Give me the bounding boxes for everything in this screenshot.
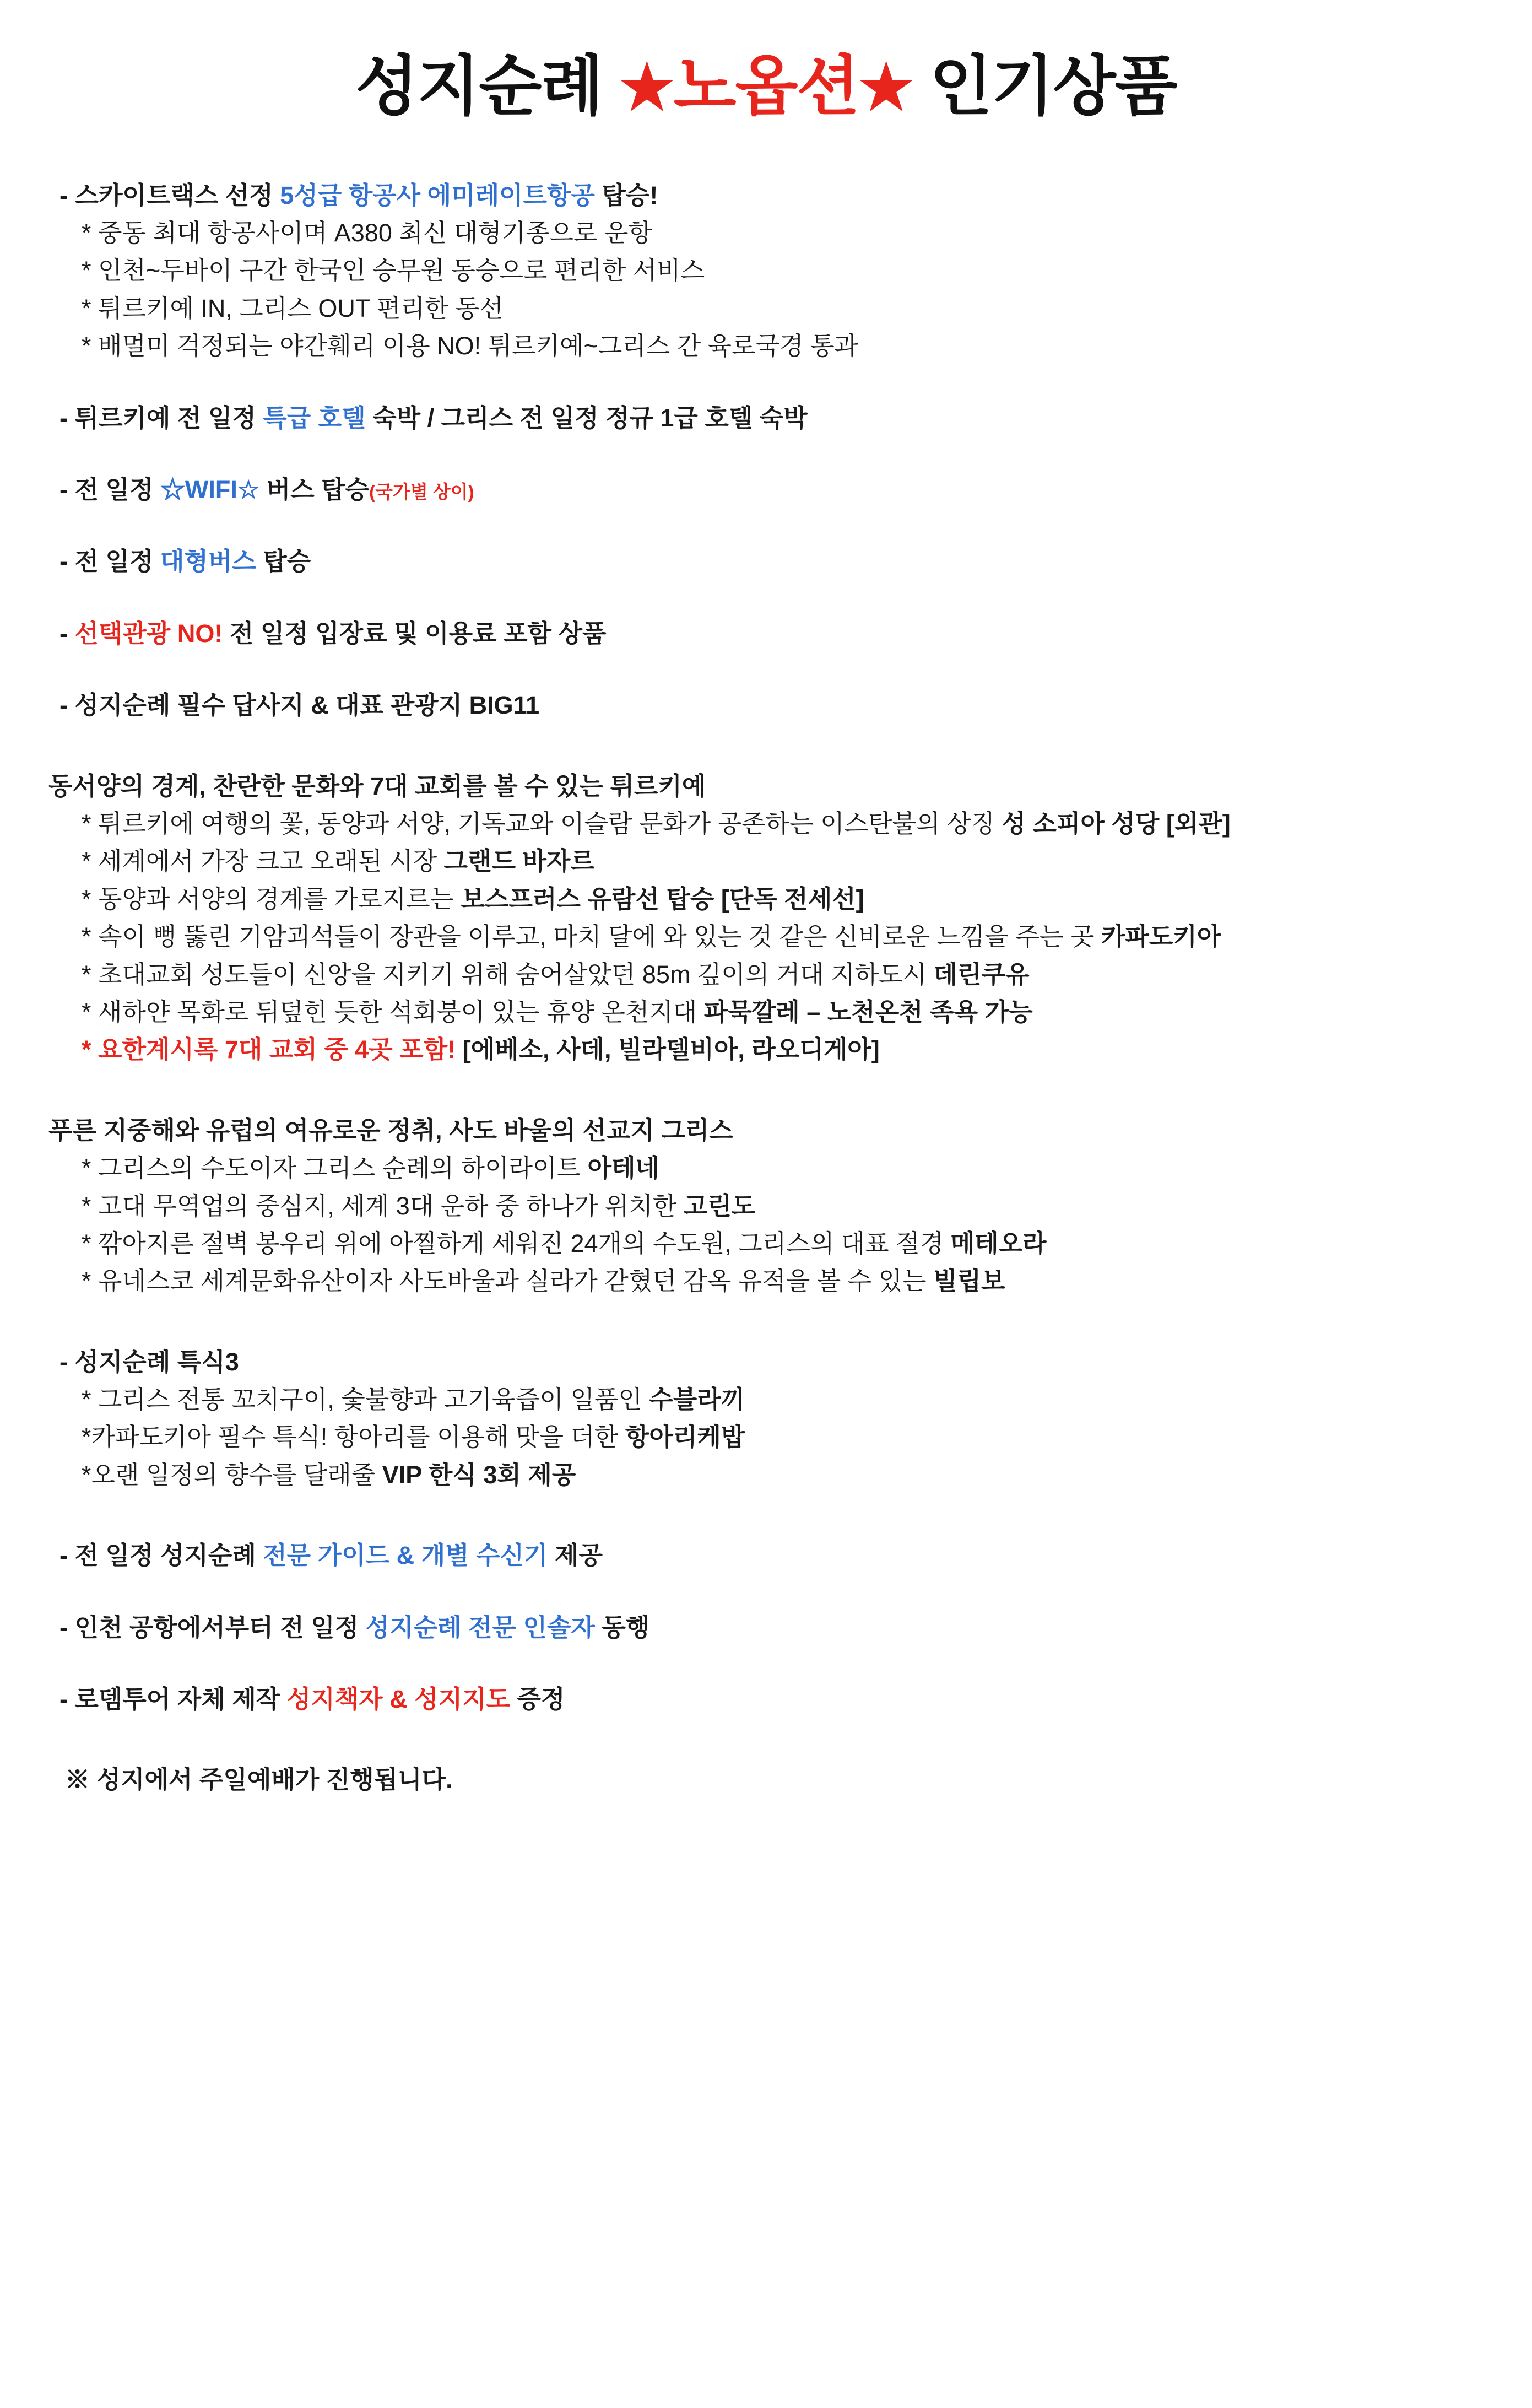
section-big11: - 성지순례 필수 답사지 & 대표 관광지 BIG11	[59, 691, 540, 720]
turkiye-item-3	[39, 881, 1493, 918]
food-item-2-text: *카파도키아 필수 특식! 항아리를 이용해 맛을 더한	[82, 1423, 625, 1451]
airline-item-4: * 배멀미 걱정되는 야간훼리 이용 NO! 튀르키예~그리스 간 육로국경 통과	[82, 332, 859, 360]
turkiye-item-1-bold: 성 소피아 성당 [외관]	[1002, 809, 1231, 838]
page-title	[39, 50, 1493, 125]
food-item-3-bold: VIP 한식 3회 제공	[382, 1460, 576, 1489]
turkiye-item-2-bold: 그랜드 바자르	[443, 847, 594, 876]
hotel-highlight: 특급 호텔	[263, 403, 366, 432]
book-prefix: - 로뎀투어 자체 제작	[59, 1685, 287, 1714]
turkiye-item-4-text: * 속이 뻥 뚫린 기암괴석들이 장관을 이루고, 마치 달에 와 있는 것 같은 신비로운 느낌을 주는 곳	[82, 922, 1101, 951]
food-item-2-bold: 항아리케밥	[625, 1423, 745, 1451]
turkiye-item-5-text: * 초대교회 성도들이 신앙을 지키기 위해 숨어살았던 85m 깊이의 거대 지하도시	[82, 960, 934, 989]
wifi-suffix: 버스 탑승	[259, 476, 370, 504]
greece-item-4	[39, 1262, 1493, 1300]
wifi-note: (국가별 상이)	[369, 482, 474, 503]
food-item-1-text: * 그리스 전통 꼬치구이, 숯불향과 고기육즙이 일품인	[82, 1385, 649, 1414]
food-item-3-text: *오랜 일정의 향수를 달래줄	[82, 1460, 382, 1489]
spacer	[39, 1718, 1493, 1761]
spacer	[39, 365, 1493, 399]
section-wifi	[39, 471, 1493, 509]
turkiye-item-1	[39, 805, 1493, 843]
greece-item-3-bold: 메테오라	[950, 1229, 1047, 1257]
airline-lead-highlight: 5성급 항공사 에미레이트항공	[280, 181, 595, 209]
spacer	[39, 509, 1493, 543]
turkiye-item-4-bold: 카파도키아	[1101, 922, 1221, 951]
food-item-2	[39, 1418, 1493, 1456]
greece-item-1-text: * 그리스의 수도이자 그리스 순례의 하이라이트	[82, 1154, 588, 1183]
book-suffix: 증정	[510, 1685, 565, 1714]
section-hotel	[39, 399, 1493, 437]
section-food	[39, 1343, 1493, 1494]
airline-lead	[39, 177, 1493, 214]
greece-item-4-bold: 빌립보	[933, 1267, 1005, 1295]
spacer	[39, 1300, 1493, 1343]
spacer	[39, 1646, 1493, 1681]
airline-lead-prefix: - 스카이트랙스 선정	[59, 181, 280, 209]
guide-prefix: - 전 일정 성지순례	[59, 1541, 263, 1570]
title-part-2: 인기상품	[912, 50, 1177, 123]
turkiye-item-5	[39, 956, 1493, 994]
greece-item-4-text: * 유네스코 세계문화유산이자 사도바울과 실라가 갇혔던 감옥 유적을 볼 수 있는	[82, 1267, 934, 1295]
turkiye-item-4	[39, 918, 1493, 955]
turkiye-heading: 동서양의 경계, 찬란한 문화와 7대 교회를 볼 수 있는 튀르키예	[48, 771, 706, 800]
section-airline	[39, 177, 1493, 365]
food-item-1-bold: 수블라끼	[649, 1385, 745, 1414]
turkiye-item-3-bold: 보스프러스 유람선 탑승 [단독 전세선]	[461, 884, 864, 913]
section-book	[39, 1681, 1493, 1718]
star-left-icon: ★	[619, 53, 674, 122]
hotel-prefix: - 튀르키예 전 일정	[59, 403, 263, 432]
greece-item-1-bold: 아테네	[587, 1154, 659, 1183]
greece-item-2-bold: 고린도	[683, 1191, 756, 1220]
turkiye-revelation-highlight: * 요한계시록 7대 교회 중 4곳 포함!	[82, 1035, 456, 1064]
spacer	[39, 1575, 1493, 1609]
section-guide	[39, 1537, 1493, 1574]
greece-heading: 푸른 지중해와 유럽의 여유로운 정취, 사도 바울의 선교지 그리스	[48, 1116, 733, 1144]
section-greece	[39, 1112, 1493, 1300]
turkiye-item-revelation	[39, 1031, 1493, 1068]
bus-highlight: 대형버스	[160, 547, 256, 576]
airline-item-1: * 중동 최대 항공사이며 A380 최신 대형기종으로 운항	[82, 219, 653, 247]
section-turkiye	[39, 768, 1493, 1069]
section-no-option	[39, 615, 1493, 652]
no-option-suffix: 전 일정 입장료 및 이용료 포함 상품	[223, 619, 607, 647]
turkiye-item-6-bold: 파묵깔레 – 노천온천 족욕 가능	[703, 997, 1033, 1026]
food-item-1	[39, 1381, 1493, 1418]
spacer	[39, 1494, 1493, 1537]
greece-item-2	[39, 1187, 1493, 1225]
bus-suffix: 탑승	[256, 547, 311, 576]
wifi-highlight: ☆WIFI☆	[160, 476, 260, 504]
title-highlight: 노옵션	[673, 50, 859, 123]
airline-lead-suffix: 탑승!	[594, 181, 658, 209]
book-highlight: 성지책자 & 성지지도	[286, 1685, 511, 1714]
escort-prefix: - 인천 공항에서부터 전 일정	[59, 1613, 366, 1642]
airline-item-2: * 인천~두바이 구간 한국인 승무원 동승으로 편리한 서비스	[82, 256, 705, 285]
turkiye-revelation-text: [에베소, 사데, 빌라델비아, 라오디게아]	[456, 1035, 880, 1064]
hotel-suffix: 숙박 / 그리스 전 일정 정규 1급 호텔 숙박	[365, 403, 808, 432]
no-option-highlight: 선택관광 NO!	[74, 619, 223, 647]
turkiye-item-6	[39, 994, 1493, 1031]
escort-highlight: 성지순례 전문 인솔자	[365, 1613, 595, 1642]
turkiye-item-2	[39, 843, 1493, 880]
no-option-prefix: -	[59, 619, 75, 647]
section-escort	[39, 1609, 1493, 1646]
food-item-3	[39, 1456, 1493, 1494]
turkiye-item-5-bold: 데린쿠유	[933, 960, 1030, 989]
turkiye-item-2-text: * 세계에서 가장 크고 오래된 시장	[82, 847, 444, 876]
greece-item-3-text: * 깎아지른 절벽 봉우리 위에 아찔하게 세워진 24개의 수도원, 그리스의 대표 절경	[82, 1229, 951, 1257]
spacer	[39, 652, 1493, 687]
turkiye-item-1-text: * 튀르키에 여행의 꽃, 동양과 서양, 기독교와 이슬람 문화가 공존하는 이스탄불의 상징	[82, 809, 1002, 838]
star-right-icon: ★	[858, 53, 913, 122]
spacer	[39, 725, 1493, 768]
greece-item-1	[39, 1149, 1493, 1187]
spacer	[39, 581, 1493, 615]
greece-item-2-text: * 고대 무역업의 중심지, 세계 3대 운하 중 하나가 위치한	[82, 1191, 684, 1220]
turkiye-item-6-text: * 새하얀 목화로 뒤덮힌 듯한 석회붕이 있는 휴양 온천지대	[82, 997, 704, 1026]
guide-suffix: 제공	[548, 1541, 603, 1570]
footnote: ※ 성지에서 주일예배가 진행됩니다.	[65, 1765, 453, 1794]
wifi-prefix: - 전 일정	[59, 476, 160, 504]
airline-item-3: * 튀르키예 IN, 그리스 OUT 편리한 동선	[82, 294, 504, 322]
spacer	[39, 1069, 1493, 1112]
section-bus	[39, 543, 1493, 580]
guide-highlight: 전문 가이드 & 개별 수신기	[263, 1541, 548, 1570]
greece-item-3	[39, 1225, 1493, 1262]
escort-suffix: 동행	[594, 1613, 650, 1642]
bus-prefix: - 전 일정	[59, 547, 160, 576]
spacer	[39, 437, 1493, 471]
title-part-1: 성지순례	[355, 50, 620, 123]
turkiye-item-3-text: * 동양과 서양의 경계를 가로지르는	[82, 884, 461, 913]
food-heading: - 성지순례 특식3	[59, 1347, 239, 1376]
